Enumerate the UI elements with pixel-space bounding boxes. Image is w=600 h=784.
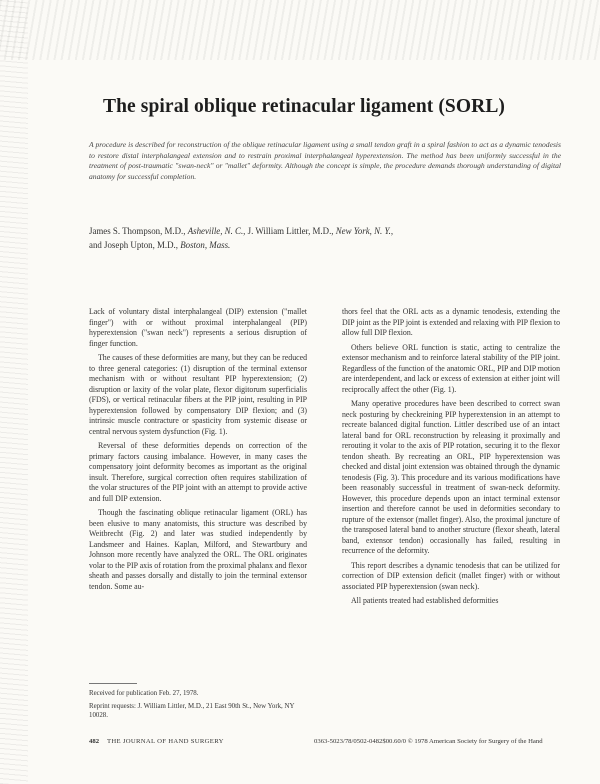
reprint-note: Reprint requests: J. William Littler, M.D., 21 East 90th St., New York, NY 10028. <box>89 702 295 719</box>
author-name: and Joseph Upton, M.D., <box>89 240 178 250</box>
body-column-left <box>89 307 307 596</box>
body-paragraph: Many operative procedures have been described to correct swan neck posturing by checkreining PIP hyperextension in an attempt to recreate balanced digital function. Littler described use of an intact lateral band for ORL reconstruction by releasing it proximally and rerouting it volar to the axis of PIP rotation, securing it to the flexor tendon sheath. By recreating an ORL, PIP hyperextension was checked and distal joint extension was obtained through the dynamic tenodesis (Fig. 3). This procedure and its various modifications have been reasonably successful in treatment of swan-neck deformity. However, this procedure depends upon an intact terminal extensor insertion and therefore cannot be used in deformities secondary to rupture of the extensor (mallet finger). Also, the proximal juncture of the transposed lateral band to another structure (flexor sheath, lateral band, extensor tendon) occasionally has failed, resulting in recurrence of the deformity. <box>342 399 560 555</box>
scan-artifact-left <box>0 0 28 784</box>
body-paragraph: Others believe ORL function is static, acting to centralize the extensor mechanism and to reinforce lateral stability of the PIP joint. Regardless of the function of the anatomic ORL, PIP and DIP motion are interdependent, and lack or excess of extension at either joint will reciprocally affect the other (Fig. 1). <box>342 342 560 394</box>
body-paragraph: thors feel that the ORL acts as a dynamic tenodesis, extending the DIP joint as the PIP joint is extended and relaxing with PIP flexion to allow full DIP flexion. <box>342 307 560 337</box>
body-paragraph: Lack of voluntary distal interphalangeal (DIP) extension ("mallet finger") with or without proximal interphalangeal (PIP) hyperextension ("swan neck") represents a serious disruption of finger function. <box>89 307 307 348</box>
author-name: J. William Littler, M.D., <box>247 226 334 236</box>
body-paragraph: Reversal of these deformities depends on correction of the primary factors causing imbalance. However, in many cases the compensatory joint deformity becomes as important as the original insult. Therefore, surgical correction often requires stabilization of the volar structures of the PIP joint with an attempt to provide active and full DIP extension. <box>89 441 307 503</box>
copyright-line: 0363-5023/78/0502-0482$00.60/0 © 1978 American Society for Surgery of the Hand <box>314 738 543 745</box>
article-abstract: A procedure is described for reconstruction of the oblique retinacular ligament using a small tendon graft in a spiral fashion to act as a dynamic tenodesis to restore distal interphalangeal extension and to restrain proximal interphalangeal hyperextension. The method has been uniformly successful in the treatment of post-traumatic "swan-neck" or "mallet" deformity. Although the concept is simple, the procedure demands thorough understanding of digital anatomy for successful completion. <box>89 140 561 181</box>
footnotes <box>89 689 311 724</box>
body-paragraph: This report describes a dynamic tenodesis that can be utilized for correction of DIP extension deficit (mallet finger) with or without associated PIP hyperextension (swan neck). <box>342 560 560 591</box>
author-list <box>89 224 561 252</box>
body-paragraph: Though the fascinating oblique retinacular ligament (ORL) has been elusive to many anatomists, this structure was described by Weitbrecht (Fig. 2) and later was studied independently by Landsmeer and Haines. Kaplan, Milford, and Stewartbury and Johnson more recently have analyzed the ORL. The ORL originates volar to the PIP axis of rotation from the proximal phalanx and flexor sheath and passes dorsally and distally to join the terminal extensor tendon. Some au- <box>89 508 307 591</box>
journal-name: THE JOURNAL OF HAND SURGERY <box>107 738 224 745</box>
body-column-right <box>342 307 560 611</box>
article-title: The spiral oblique retinacular ligament (SORL) <box>103 96 506 117</box>
author-location: Boston, Mass. <box>180 240 231 250</box>
body-paragraph: All patients treated had established deformities <box>351 596 499 605</box>
footnote-divider <box>89 683 137 684</box>
page-number: 482 <box>89 738 100 745</box>
author-name: James S. Thompson, M.D., <box>89 226 186 236</box>
received-note: Received for publication Feb. 27, 1978. <box>89 690 199 697</box>
author-location: New York, N. Y., <box>335 226 394 236</box>
body-paragraph: The causes of these deformities are many, but they can be reduced to three general categories: (1) disruption of the terminal extensor mechanism with or without resultant PIP hyperextension; (2) disruption or laxity of the volar plate, flexor digitorum superficialis (FDS), or vertical retinacular fibers at the PIP joint, resulting in PIP hyperextension followed by compensatory DIP flexion; and (3) intrinsic muscle contracture or spasticity from systemic disease or central nervous system dysfunction (Fig. 1). <box>89 353 307 436</box>
page-footer <box>89 738 600 750</box>
author-location: Asheville, N. C., <box>187 226 246 236</box>
scan-artifact-top <box>0 0 600 60</box>
